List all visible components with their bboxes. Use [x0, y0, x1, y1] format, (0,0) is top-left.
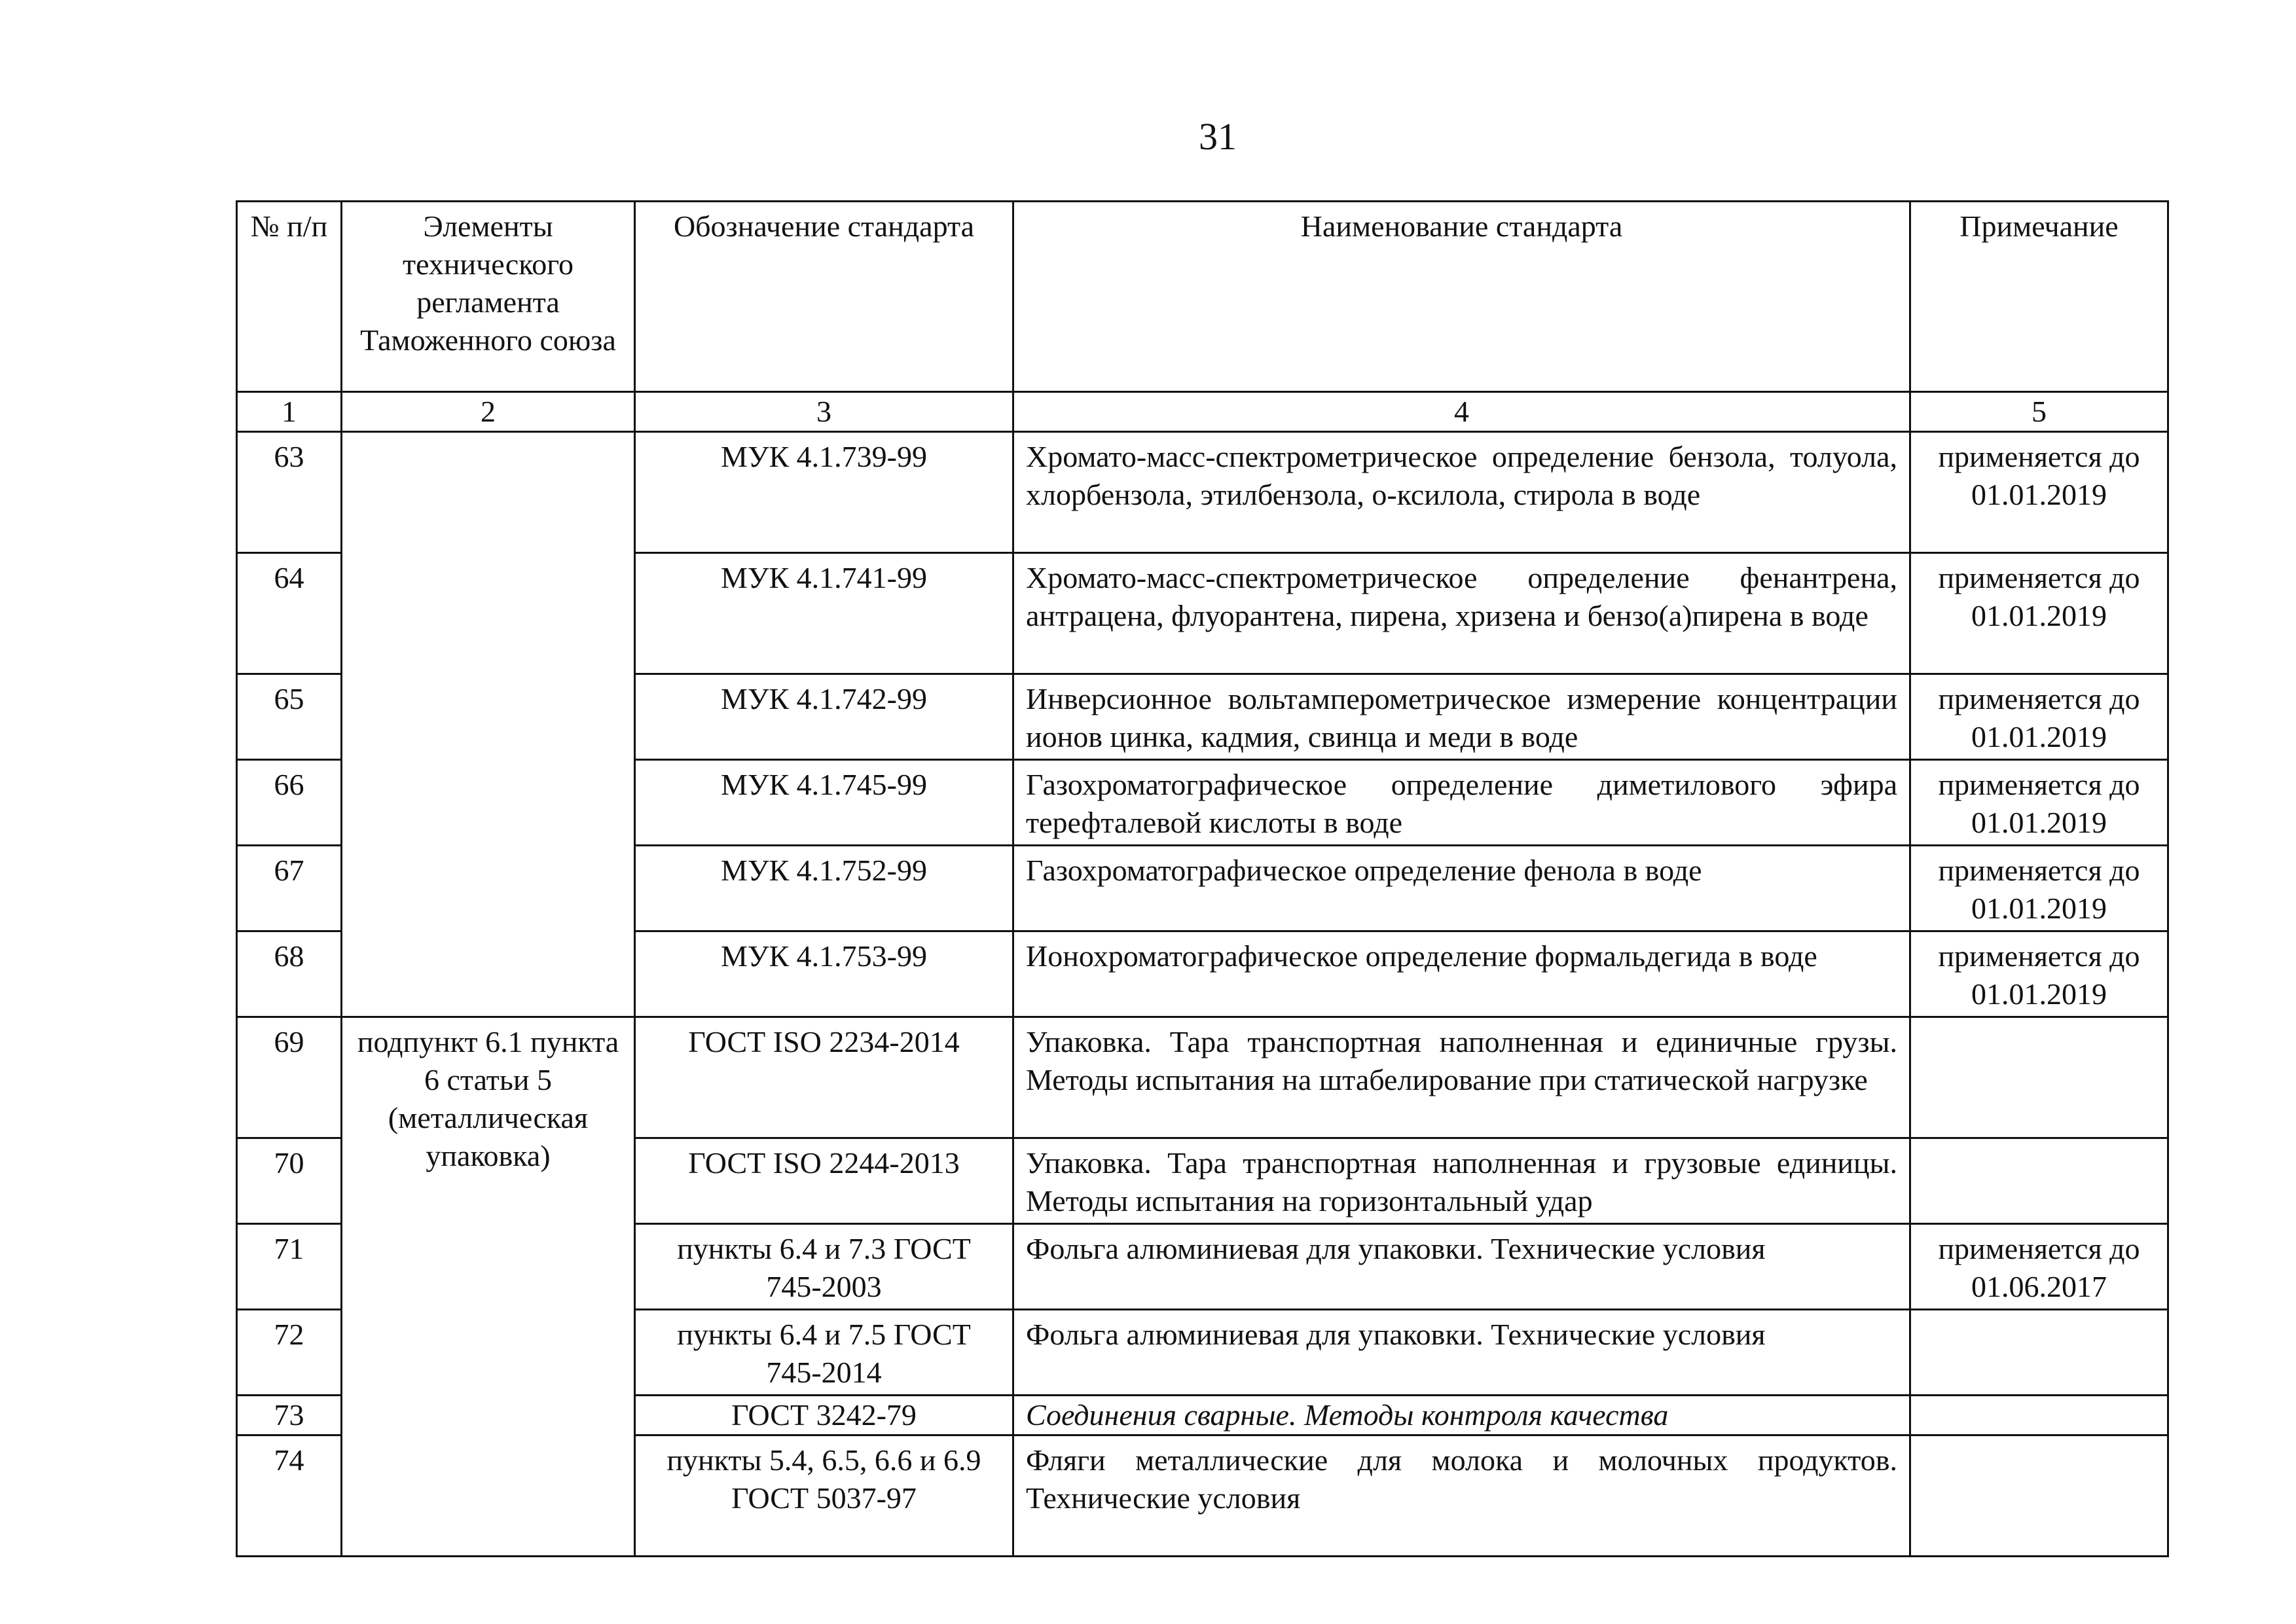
row-num: 66	[237, 760, 342, 846]
note	[1910, 1396, 2168, 1435]
note: применяется до 01.06.2017	[1910, 1224, 2168, 1310]
column-number: 2	[342, 392, 635, 432]
standard-code: ГОСТ ISO 2244-2013	[635, 1138, 1013, 1224]
row-num: 74	[237, 1435, 342, 1557]
regulation-element-group-1	[342, 432, 635, 1017]
table-row	[237, 432, 2168, 553]
standard-code: МУК 4.1.752-99	[635, 846, 1013, 931]
column-number: 5	[1910, 392, 2168, 432]
standard-code: пункты 6.4 и 7.5 ГОСТ 745-2014	[635, 1310, 1013, 1396]
note: применяется до 01.01.2019	[1910, 674, 2168, 760]
note	[1910, 1435, 2168, 1557]
note	[1910, 1138, 2168, 1224]
note: применяется до 01.01.2019	[1910, 432, 2168, 553]
standard-name: Ионохроматографическое определение формальдегида в воде	[1013, 931, 1910, 1017]
standard-name: Соединения сварные. Методы контроля качества	[1013, 1396, 1910, 1435]
standard-code: ГОСТ ISO 2234-2014	[635, 1017, 1013, 1138]
column-number: 3	[635, 392, 1013, 432]
header-elements: Элементы технического регламента Таможенного союза	[342, 202, 635, 392]
note	[1910, 1310, 2168, 1396]
note: применяется до 01.01.2019	[1910, 760, 2168, 846]
row-num: 72	[237, 1310, 342, 1396]
standard-code: пункты 5.4, 6.5, 6.6 и 6.9 ГОСТ 5037-97	[635, 1435, 1013, 1557]
standard-code: МУК 4.1.745-99	[635, 760, 1013, 846]
note: применяется до 01.01.2019	[1910, 553, 2168, 674]
row-num: 69	[237, 1017, 342, 1138]
standard-code: МУК 4.1.739-99	[635, 432, 1013, 553]
standard-name: Упаковка. Тара транспортная наполненная и грузовые единицы. Методы испытания на горизонтальный удар	[1013, 1138, 1910, 1224]
regulation-element-group-2: подпункт 6.1 пункта 6 статьи 5 (металлическая упаковка)	[342, 1017, 635, 1557]
standard-code: пункты 6.4 и 7.3 ГОСТ 745-2003	[635, 1224, 1013, 1310]
row-num: 67	[237, 846, 342, 931]
column-number-row	[237, 392, 2168, 432]
row-num: 68	[237, 931, 342, 1017]
standard-name: Газохроматографическое определение диметилового эфира терефталевой кислоты в воде	[1013, 760, 1910, 846]
header-note: Примечание	[1910, 202, 2168, 392]
standard-name: Хромато-масс-спектрометрическое определение фенантрена, антрацена, флуорантена, пирена, хризена и бензо(а)пирена в воде	[1013, 553, 1910, 674]
standard-code: ГОСТ 3242-79	[635, 1396, 1013, 1435]
table-row	[237, 1017, 2168, 1138]
standard-name: Инверсионное вольтамперометрическое измерение концентрации ионов цинка, кадмия, свинца и меди в воде	[1013, 674, 1910, 760]
standard-name: Газохроматографическое определение фенола в воде	[1013, 846, 1910, 931]
page-number: 31	[1199, 115, 1237, 158]
note	[1910, 1017, 2168, 1138]
note: применяется до 01.01.2019	[1910, 846, 2168, 931]
standard-name: Хромато-масс-спектрометрическое определение бензола, толуола, хлорбензола, этилбензола, о-ксилола, стирола в воде	[1013, 432, 1910, 553]
header-code: Обозначение стандарта	[635, 202, 1013, 392]
row-num: 64	[237, 553, 342, 674]
standard-code: МУК 4.1.742-99	[635, 674, 1013, 760]
row-num: 63	[237, 432, 342, 553]
row-num: 71	[237, 1224, 342, 1310]
row-num: 73	[237, 1396, 342, 1435]
standard-code: МУК 4.1.753-99	[635, 931, 1013, 1017]
column-number: 4	[1013, 392, 1910, 432]
standard-name: Упаковка. Тара транспортная наполненная и единичные грузы. Методы испытания на штабелирование при статической нагрузке	[1013, 1017, 1910, 1138]
header-num: № п/п	[237, 202, 342, 392]
standard-code: МУК 4.1.741-99	[635, 553, 1013, 674]
standards-table	[236, 200, 2169, 1557]
column-number: 1	[237, 392, 342, 432]
row-num: 65	[237, 674, 342, 760]
standard-name: Фляги металлические для молока и молочных продуктов. Технические условия	[1013, 1435, 1910, 1557]
note: применяется до 01.01.2019	[1910, 931, 2168, 1017]
row-num: 70	[237, 1138, 342, 1224]
header-name: Наименование стандарта	[1013, 202, 1910, 392]
standard-name: Фольга алюминиевая для упаковки. Технические условия	[1013, 1310, 1910, 1396]
table-header-row	[237, 202, 2168, 392]
standard-name: Фольга алюминиевая для упаковки. Технические условия	[1013, 1224, 1910, 1310]
